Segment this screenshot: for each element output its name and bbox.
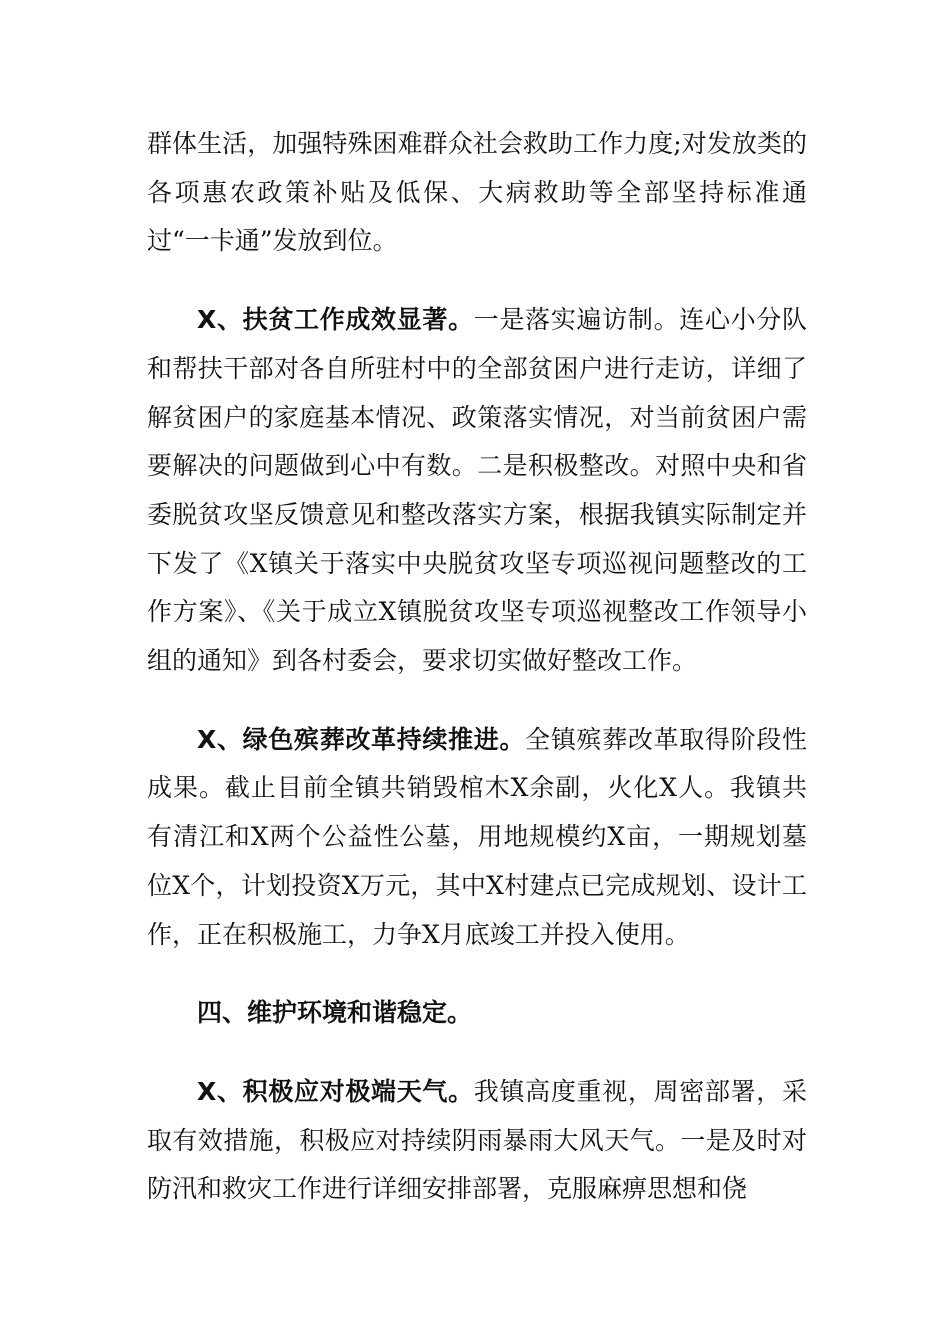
paragraph-2 xyxy=(147,296,807,686)
paragraph-5 xyxy=(147,1068,807,1214)
paragraph-3-heading: X、绿色殡葬改革持续推进。 xyxy=(197,724,526,754)
paragraph-1 xyxy=(147,120,807,266)
paragraph-5-heading: X、积极应对极端天气。 xyxy=(197,1076,474,1106)
paragraph-gap xyxy=(147,1038,807,1068)
document-body xyxy=(147,120,807,1214)
section-heading-text: 四、维护环境和谐稳定。 xyxy=(197,998,473,1028)
paragraph-5-text: 我镇高度重视，周密部署，采取有效措施，积极应对持续阴雨暴雨大风天气。一是及时对防汛和救灾工作进行详细安排部署，克服麻痹思想和侥 xyxy=(147,1076,807,1204)
paragraph-1-text: 群体生活，加强特殊困难群众社会救助工作力度;对发放类的各项惠农政策补贴及低保、大病救助等全部坚持标准通过“一卡通”发放到位。 xyxy=(147,129,807,256)
paragraph-3 xyxy=(147,716,807,960)
paragraph-2-text: 一是落实遍访制。连心小分队和帮扶干部对各自所驻村中的全部贫困户进行走访，详细了解贫困户的家庭基本情况、政策落实情况，对当前贫困户需要解决的问题做到心中有数。二是积极整改。对照中央和省委脱贫攻坚反馈意见和整改落实方案，根据我镇实际制定并下发了《X镇关于落实中央脱贫攻坚专项巡视问题整改的工作方案》、《关于成立X镇脱贫攻坚专项巡视整改工作领导小组的通知》到各村委会，要求切实做好整改工作。 xyxy=(147,305,807,676)
paragraph-2-heading: X、扶贫工作成效显著。 xyxy=(197,305,474,335)
paragraph-gap xyxy=(147,686,807,716)
section-heading xyxy=(147,989,807,1038)
paragraph-gap xyxy=(147,959,807,989)
paragraph-3-text: 全镇殡葬改革取得阶段性成果。截止目前全镇共销毁棺木X余副，火化X人。我镇共有清江和X两个公益性公墓，用地规模约X亩，一期规划墓位X个，计划投资X万元，其中X村建点已完成规划、设计工作，正在积极施工，力争X月底竣工并投入使用。 xyxy=(147,724,807,949)
paragraph-gap xyxy=(147,266,807,296)
